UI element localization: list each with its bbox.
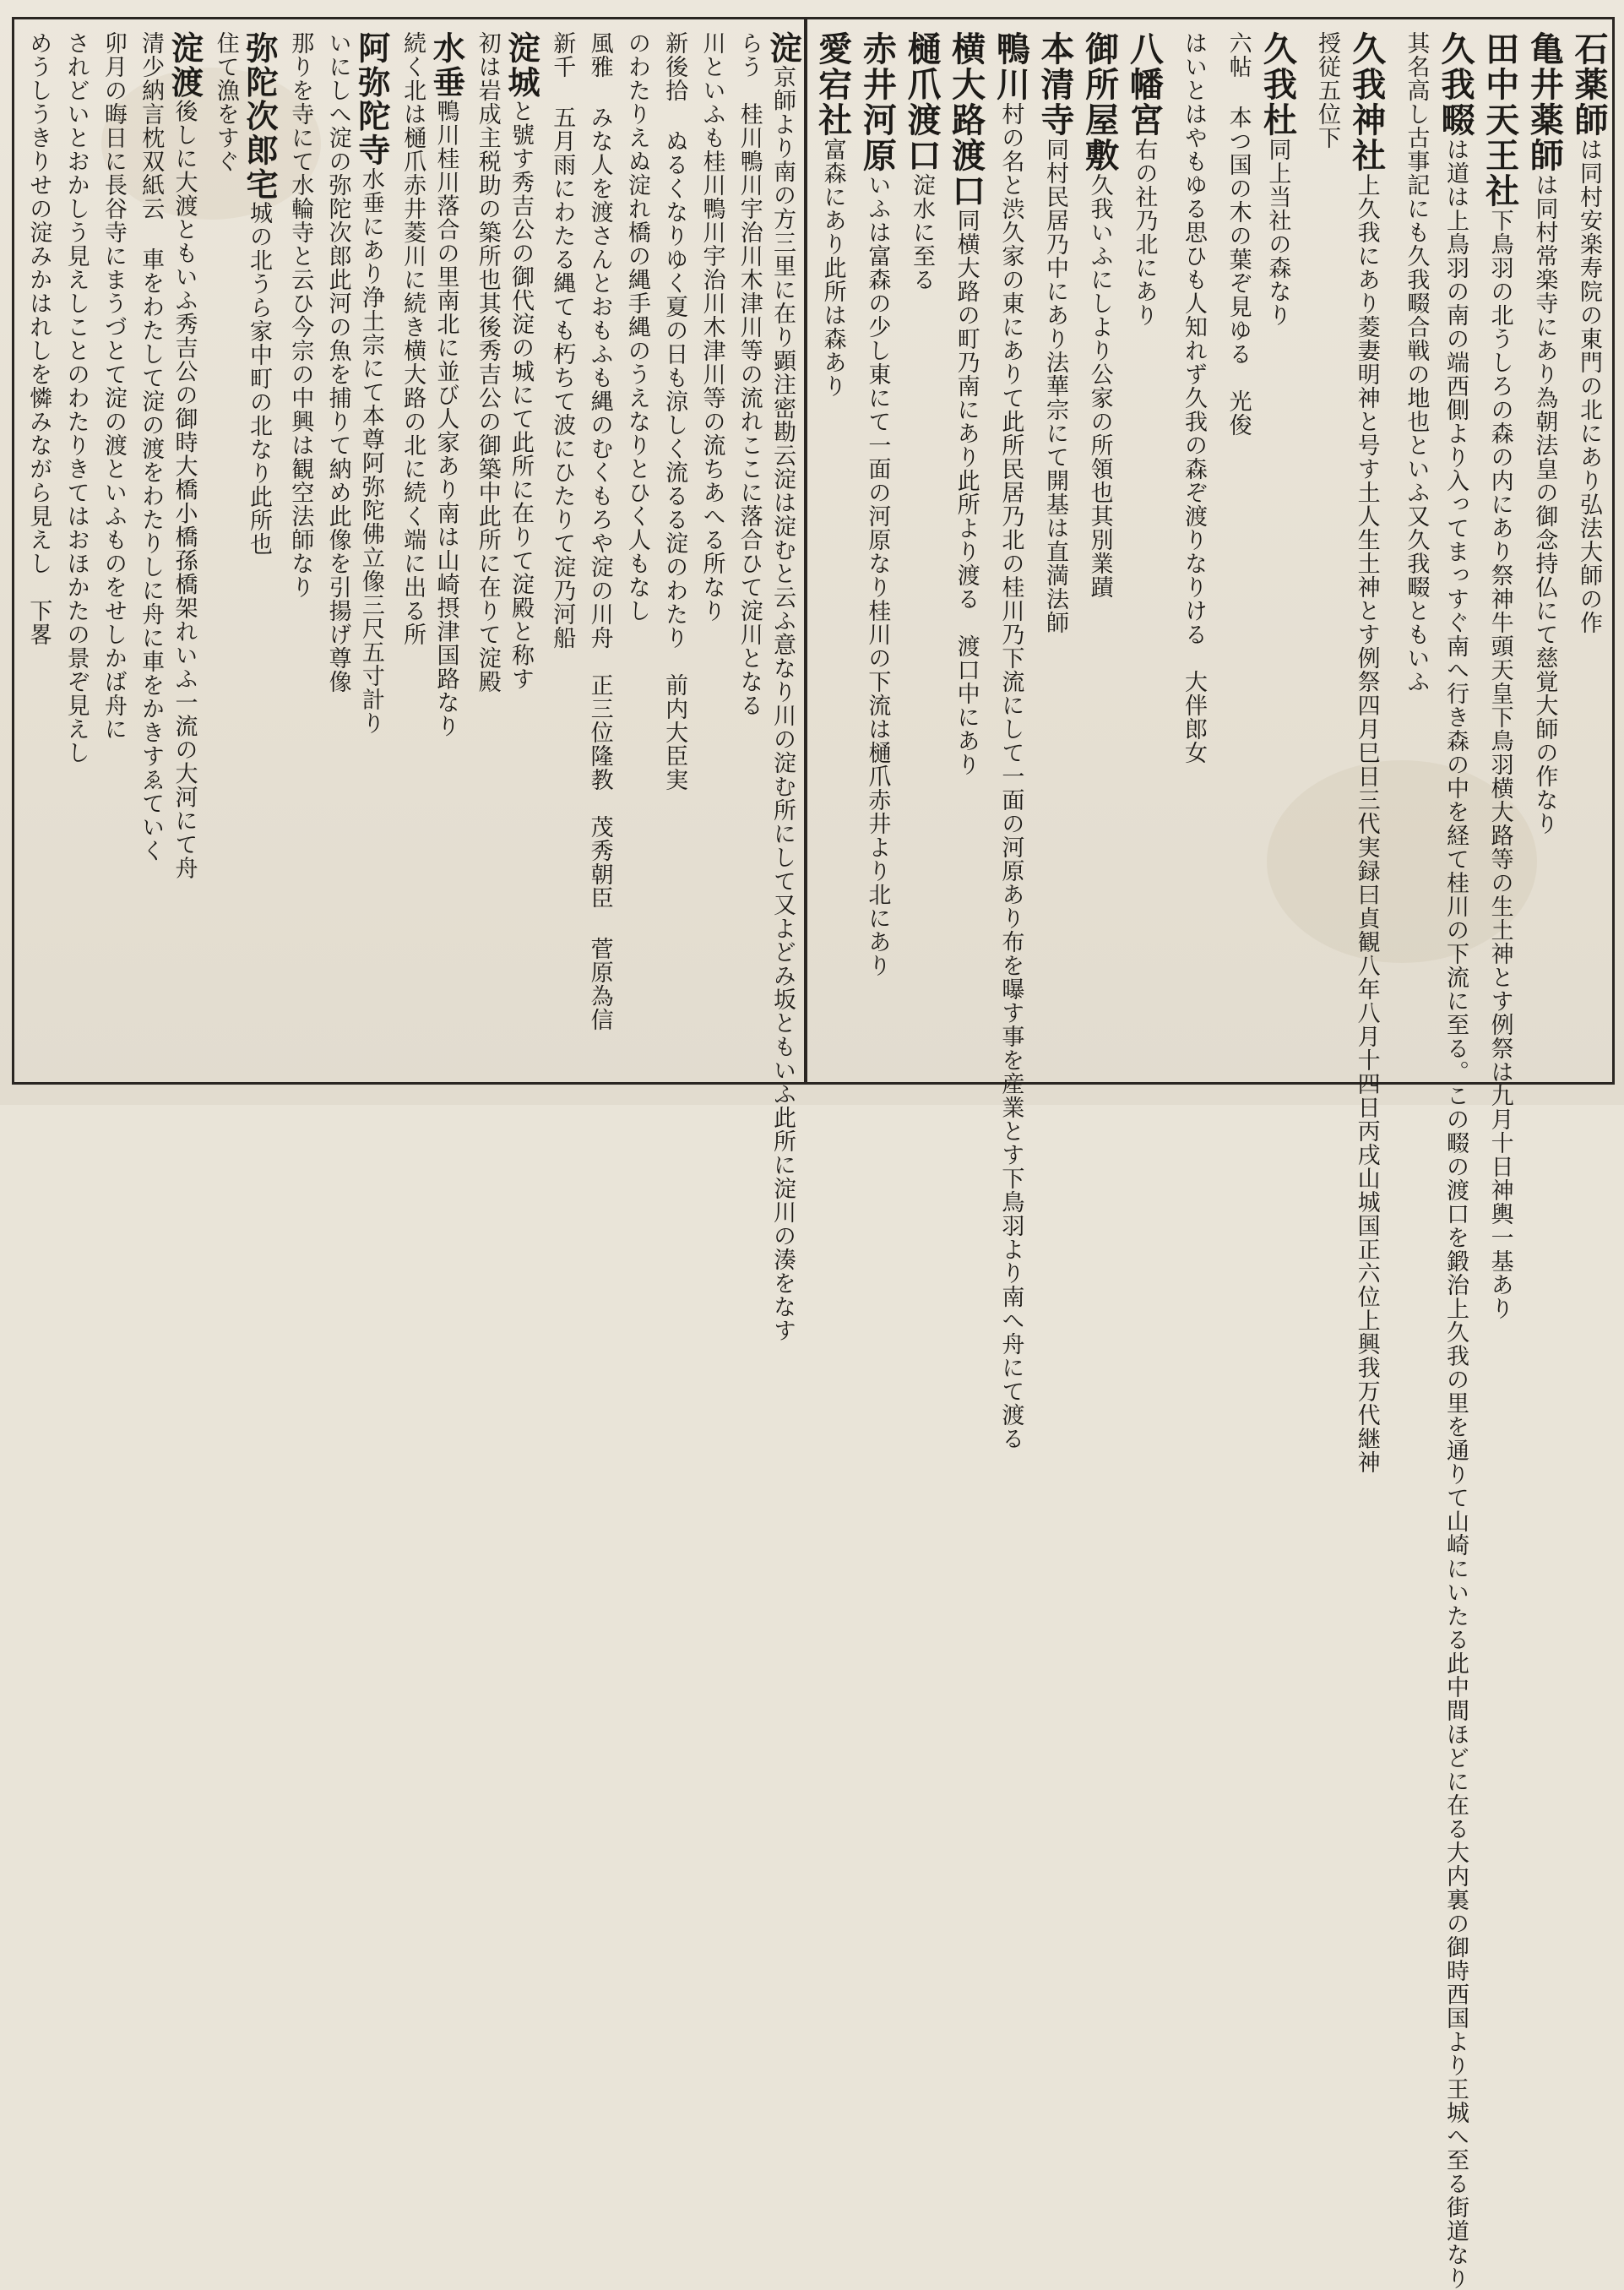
text-column xyxy=(1475,31,1520,1320)
text-column xyxy=(897,31,942,1070)
right-page-frame xyxy=(804,17,1615,2290)
entry-heading: 横大路渡口 xyxy=(946,31,986,209)
entry-heading: 久我畷 xyxy=(1436,31,1475,138)
entry-text: されどいとおかしう見えしことのわたりきてはおほかたの景ぞ見えし xyxy=(62,31,90,764)
entry-text: 同村民居乃中にあり法華宗にて開基は直満法師 xyxy=(1042,138,1068,634)
text-column xyxy=(390,31,424,1070)
entry-heading: 久我神社 xyxy=(1346,31,1387,173)
text-column xyxy=(726,31,763,1070)
entry-text: 城の北うら家中町の北なり此所也 xyxy=(246,201,272,557)
entry-text: 久我いふにしより公家の所領也其別業蹟 xyxy=(1086,173,1113,599)
entry-text: はいとはやもゆる思ひも人知れず久我の森ぞ渡りなりける 大伴郎女 xyxy=(1181,31,1207,764)
text-column xyxy=(203,31,239,1070)
entry-heading: 赤井河原 xyxy=(857,31,898,173)
entry-text: 続く北は樋爪赤井菱川に続き横大路の北に続く端に出る所 xyxy=(399,31,426,646)
text-column xyxy=(91,31,125,1070)
entry-heading: 愛宕社 xyxy=(812,31,853,138)
entry-heading: 石薬師 xyxy=(1569,31,1609,138)
entry-text: いふは富森の少し東にて一面の河原なり桂川の下流は樋爪赤井より北にあり xyxy=(864,173,891,977)
entry-heading: 弥陀次郎宅 xyxy=(240,31,278,202)
text-column xyxy=(464,31,501,1070)
entry-text: 川といふも桂川鴨川宇治川木津川等の流ちあへる所なり xyxy=(698,31,725,623)
text-column xyxy=(426,31,465,1070)
entry-heading: 淀 xyxy=(763,31,801,66)
text-column xyxy=(1342,31,1387,1474)
entry-text: らう 桂川鴨川宇治川木津川等の流れここに落合ひて淀川となる xyxy=(736,31,763,717)
text-column xyxy=(942,31,986,1070)
entry-text: 住て漁をすぐ xyxy=(212,31,239,173)
entry-text: 風雅 みな人を渡さんとおもふも縄のむくもろや淀の川舟 正三位隆教 茂秀朝臣 菅原為信 xyxy=(586,31,613,1031)
left-page-frame xyxy=(12,17,807,1343)
entry-text: いにしへ淀の弥陀次郎此河の魚を捕りて納め此像を引揚げ尊像 xyxy=(324,31,351,694)
entry-heading: 水垂 xyxy=(426,31,465,100)
text-column xyxy=(1387,31,1428,1070)
text-column xyxy=(1030,31,1075,1070)
entry-text: 上久我にあり菱妻明神と号す土人生土神とす例祭四月巳日三代実録曰貞観八年八月十四日丙戌山城国正六位上興我万代継神 xyxy=(1353,173,1380,1474)
text-column xyxy=(540,31,576,1070)
entry-text: 新後拾 ぬるくなりゆく夏の日も涼しく流るる淀のわたり 前内大臣実 xyxy=(661,31,688,791)
text-column xyxy=(315,31,349,1070)
text-column xyxy=(278,31,312,1070)
text-column xyxy=(689,31,723,1070)
entry-heading: 樋爪渡口 xyxy=(902,31,942,173)
entry-heading: 阿弥陀寺 xyxy=(351,31,390,168)
entry-text: 卯月の晦日に長谷寺にまうづとて淀の渡といふものをせしかば舟に xyxy=(100,31,127,741)
text-column xyxy=(1075,31,1120,1070)
entry-text: 淀水に至る xyxy=(909,173,935,291)
entry-text: 初は岩成主税助の築所也其後秀吉公の御築中此所に在りて淀殿 xyxy=(474,31,501,694)
text-column xyxy=(763,31,801,1343)
text-column xyxy=(808,31,853,1070)
entry-text: 後しに大渡ともいふ秀吉公の御時大橋小橋孫橋架れいふ一流の大河にて舟 xyxy=(171,99,198,880)
entry-heading: 亀井薬師 xyxy=(1524,31,1565,173)
entry-heading: 淀城 xyxy=(502,31,540,100)
text-column xyxy=(351,31,390,1070)
text-column xyxy=(652,31,686,1070)
text-column xyxy=(1164,31,1205,1070)
entry-heading: 鴨川 xyxy=(991,31,1031,102)
entry-text: 同上当社の森なり xyxy=(1264,138,1291,327)
entry-text: めうしうきりせの淀みかはれしを憐みながら見えし 下畧 xyxy=(25,31,52,646)
text-column xyxy=(1120,31,1165,1070)
text-column xyxy=(128,31,165,1070)
text-column xyxy=(1431,31,1475,2290)
entry-text: のわたりえぬ淀れ橋の縄手縄のうえなりとひく人もなし xyxy=(623,31,650,623)
entry-text: は道は上鳥羽の南の端西側より入ってまっすぐ南へ行き森の中を経て桂川の下流に至る。この畷の渡口を鍛治上久我の里を通りて山崎にいたる此中間ほどに在る大内裏の御時西国より王城へ至る街道なり xyxy=(1442,138,1469,2290)
text-column xyxy=(16,31,50,1070)
entry-text: 六帖 本つ国の木の葉ぞ見ゆる 光俊 xyxy=(1225,31,1252,437)
text-column xyxy=(240,31,278,1070)
text-column xyxy=(53,31,90,1070)
entry-text: 其名高し古事記にも久我畷合戦の地也といふ又久我畷ともいふ xyxy=(1403,31,1430,694)
entry-text: 授従五位下 xyxy=(1314,31,1340,150)
entry-heading: 本清寺 xyxy=(1035,31,1075,138)
entry-heading: 御所屋敷 xyxy=(1079,31,1120,173)
text-column xyxy=(986,31,1031,1450)
text-column xyxy=(615,31,649,1070)
text-column xyxy=(502,31,540,1070)
text-column xyxy=(165,31,204,1070)
entry-heading: 久我杜 xyxy=(1257,31,1298,138)
entry-text: 同横大路の町乃南にあり此所より渡る 渡口中にあり xyxy=(953,209,980,776)
entry-text: 那りを寺にて水輪寺と云ひ今宗の中興は観空法師なり xyxy=(287,31,314,599)
entry-text: 村の名と渋久家の東にありて此所民居乃北の桂川乃下流にして一面の河原あり布を曝す事を産業とす下鳥羽より南へ舟にて渡る xyxy=(997,102,1024,1450)
entry-text: 新千 五月雨にわたる縄ても朽ちて波にひたりて淀乃河船 xyxy=(549,31,576,650)
entry-text: 京師より南の方三里に在り顕注密勘云淀は淀むと云ふ意なり川の淀む所にして又よどみ坂ともいふ此所に淀川の湊をなす xyxy=(769,65,796,1343)
entry-text: 水垂にあり浄土宗にて本尊阿弥陀佛立像三尺五寸計り xyxy=(357,167,384,736)
text-column xyxy=(1208,31,1250,1070)
entry-text: は同村安楽寿院の東門の北にあり弘法大師の作 xyxy=(1576,138,1602,634)
entry-heading: 淀渡 xyxy=(165,31,204,100)
text-column xyxy=(853,31,898,1070)
text-column xyxy=(1297,31,1339,1070)
entry-text: 鴨川桂川落合の里南北に並び人家あり南は山崎摂津国路なり xyxy=(432,99,459,738)
entry-text: と號す秀吉公の御代淀の城にて此所に在りて淀殿と称す xyxy=(508,99,534,691)
entry-heading: 八幡宮 xyxy=(1124,31,1165,138)
text-column xyxy=(1564,31,1609,1070)
entry-text: 富森にあり此所は森あり xyxy=(819,138,846,398)
text-column xyxy=(1520,31,1565,1070)
text-column xyxy=(1253,31,1298,1070)
entry-text: 清少納言枕双紙云 車をわたして淀の渡をわたりしに舟に車をかきすゑていく xyxy=(138,31,165,862)
entry-text: 右の社乃北にあり xyxy=(1131,138,1158,327)
entry-text: 下鳥羽の北うしろの森の内にあり祭神牛頭天皇下鳥羽横大路等の生土神とす例祭は九月十日神輿一基あり xyxy=(1486,209,1513,1320)
entry-heading: 田中天王社 xyxy=(1480,31,1520,209)
text-column xyxy=(577,31,611,1070)
entry-text: は同村常楽寺にあり為朝法皇の御念持仏にて慈覚大師の作なり xyxy=(1531,173,1558,835)
